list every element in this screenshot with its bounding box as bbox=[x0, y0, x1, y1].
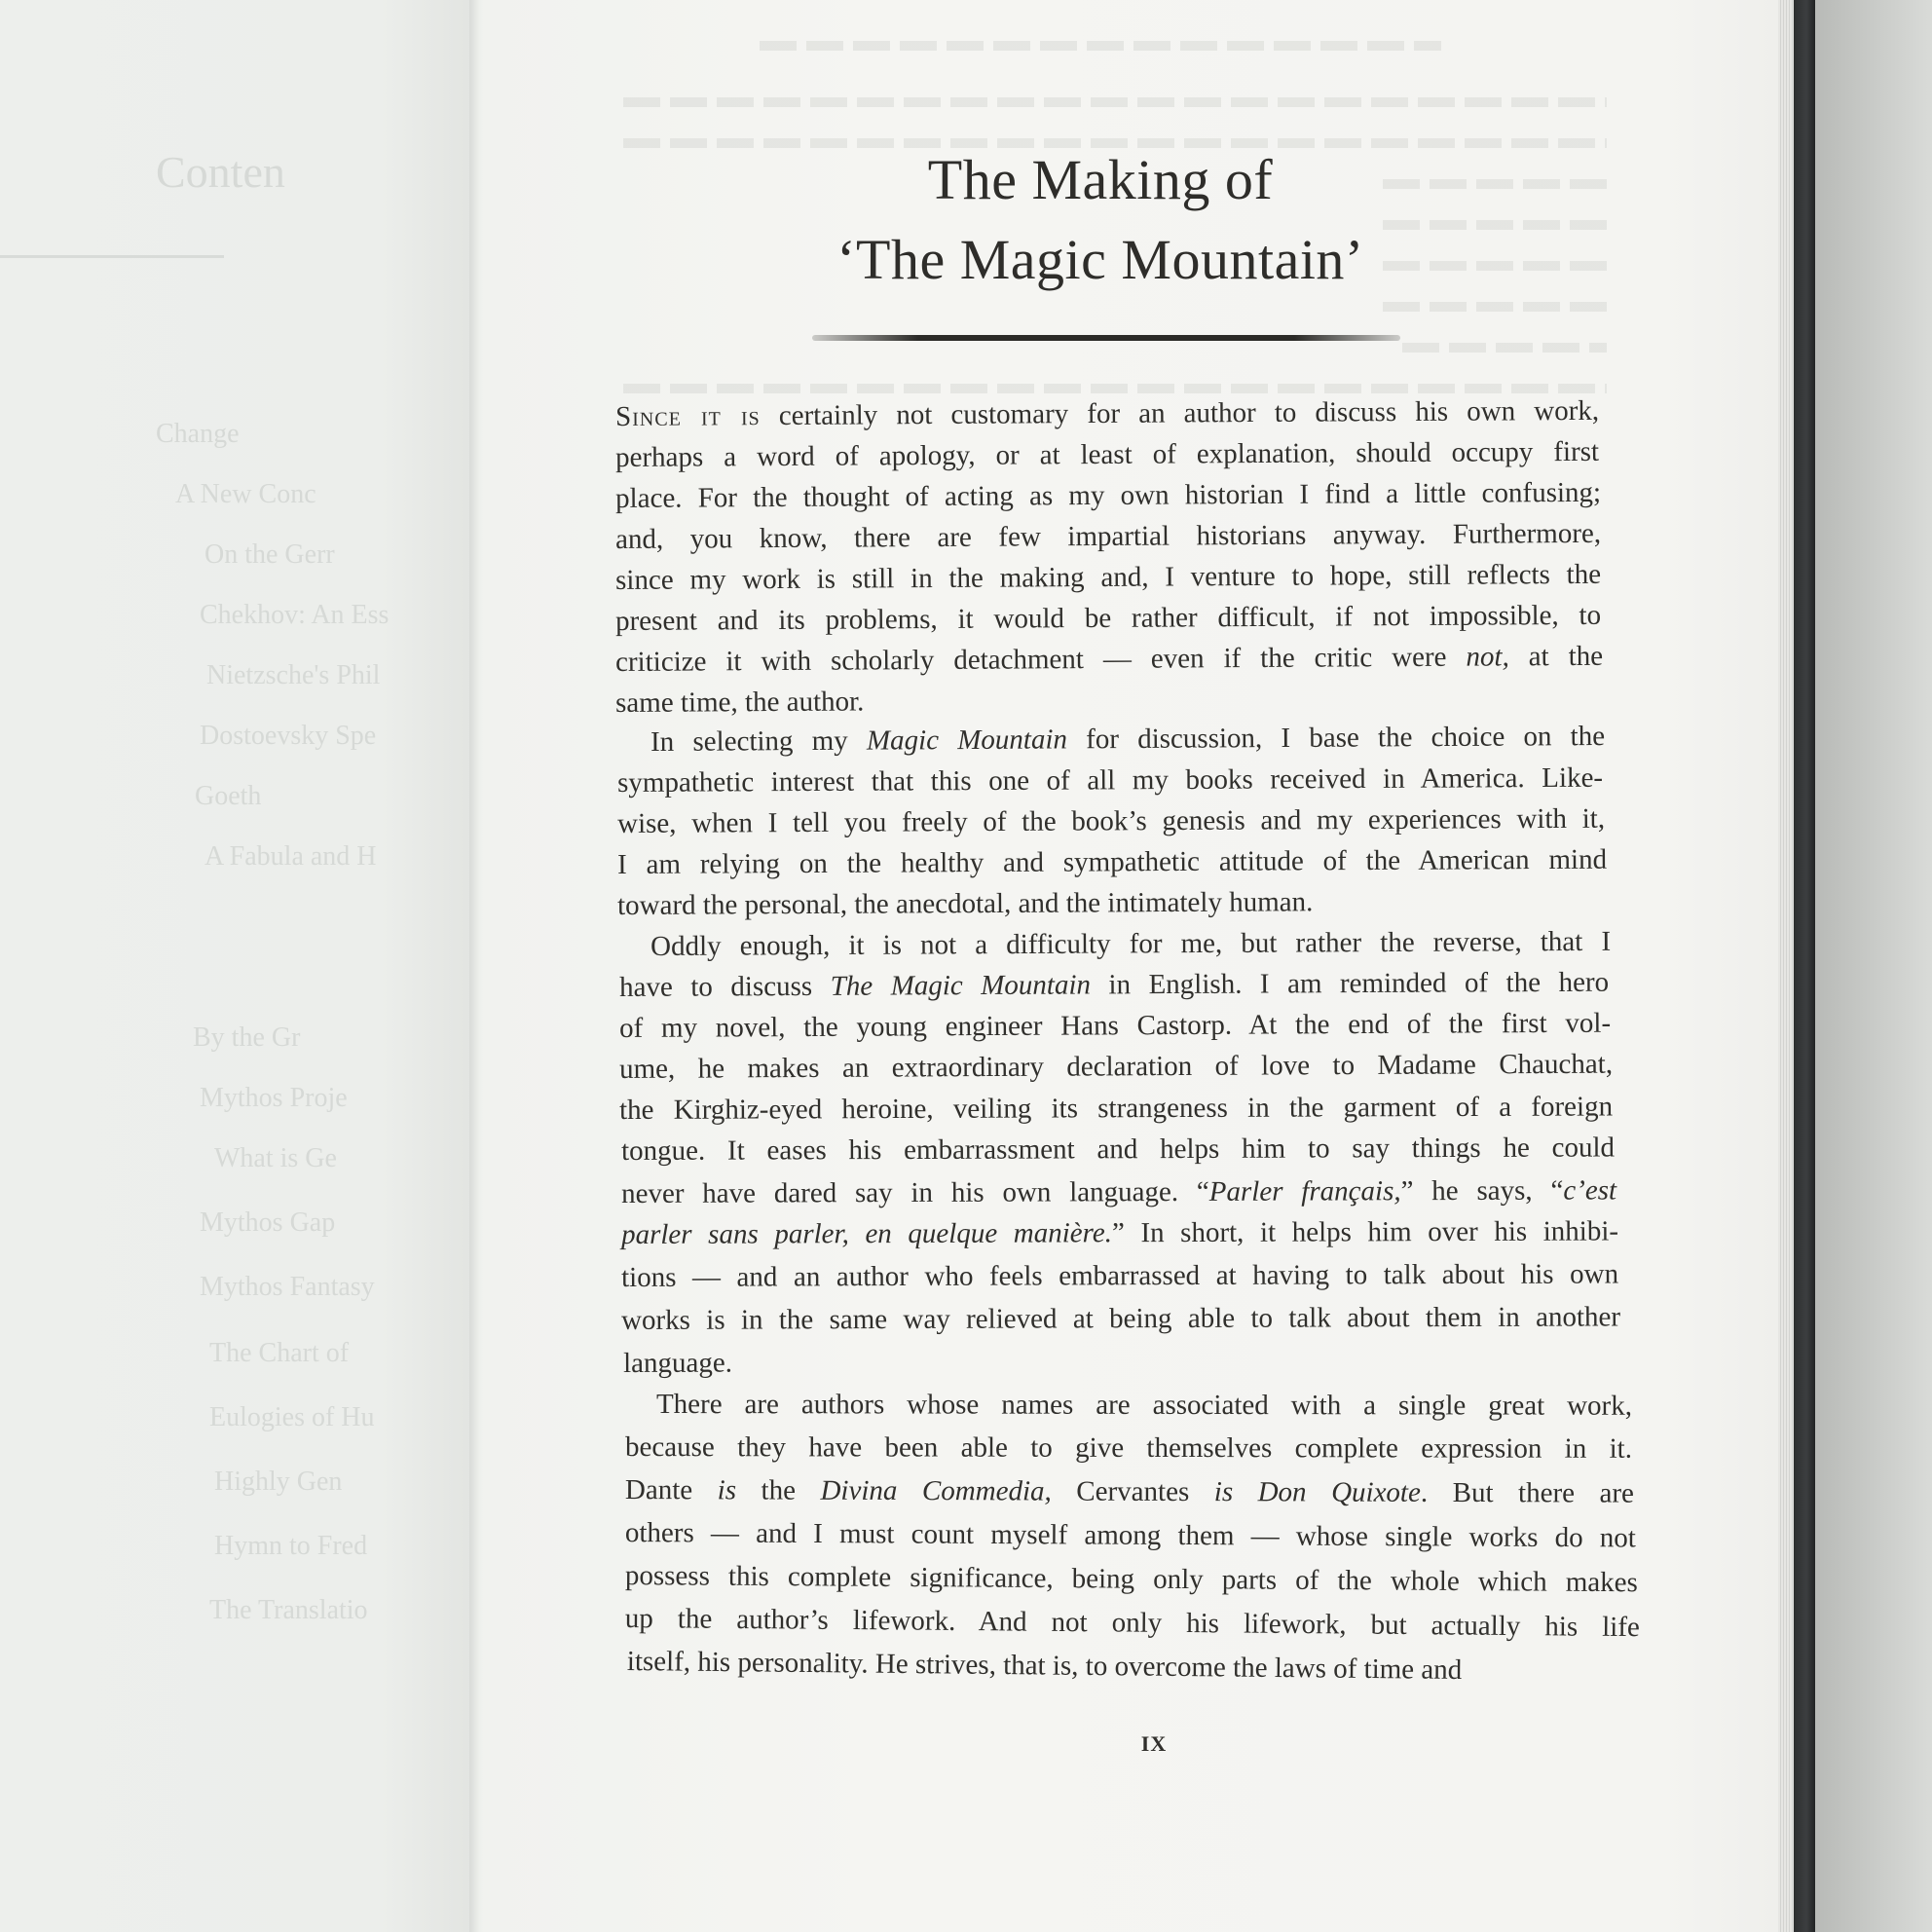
body-line-text: language. bbox=[622, 1347, 733, 1379]
body-line-text: ume, he makes an extraordinary declaration of love to Madame Chauchat, bbox=[618, 1048, 1614, 1085]
body-line-text: because they have been able to give themselves complete expression in it. bbox=[624, 1431, 1633, 1465]
body-line-text: the Kirghiz-eyed heroine, veiling its strangeness in the garment of a foreign bbox=[618, 1091, 1614, 1126]
left-toc-entry: Hymn to Fred bbox=[214, 1531, 368, 1561]
body-line-text: criticize it with scholarly detachment — even if the critic were not, at the bbox=[614, 640, 1604, 678]
body-line-text: I am relying on the healthy and sympathetic attitude of the American mind bbox=[616, 843, 1608, 880]
body-line-text: possess this complete significance, being only parts of the whole which makes bbox=[624, 1560, 1638, 1599]
left-toc-entry: Nietzsche's Phil bbox=[206, 660, 381, 690]
left-toc-entry: The Translatio bbox=[209, 1595, 368, 1625]
show-through-text bbox=[623, 97, 1607, 107]
body-line-text: wise, when I tell you freely of the book’s genesis and my experiences with it, bbox=[616, 802, 1606, 839]
body-line bbox=[621, 1217, 1618, 1249]
left-toc-entry: Dostoevsky Spe bbox=[200, 721, 377, 751]
left-toc-entry: Goeth bbox=[195, 781, 262, 811]
left-toc-entry: On the Gerr bbox=[204, 539, 335, 570]
body-line bbox=[615, 687, 908, 718]
show-through-text bbox=[760, 41, 1441, 51]
left-toc-entry: By the Gr bbox=[193, 1022, 301, 1053]
left-toc-entry: Mythos Gap bbox=[200, 1208, 336, 1238]
body-line-text: same time, the author. bbox=[614, 686, 865, 719]
opening-small-caps: Since it is bbox=[614, 400, 761, 432]
left-page bbox=[0, 0, 475, 1932]
show-through-text bbox=[623, 384, 1607, 393]
body-line-text: have to discuss The Magic Mountain in English. I am reminded of the hero bbox=[618, 966, 1610, 1003]
page-number: IX bbox=[1140, 1731, 1168, 1756]
body-line-text: present and its problems, it would be rather difficult, if not impossible, to bbox=[614, 599, 1602, 637]
body-line bbox=[618, 1048, 1614, 1085]
body-line-text: never have dared say in his own language. “Parler français,” he says, “c’est bbox=[620, 1174, 1617, 1209]
body-line bbox=[614, 599, 1602, 637]
body-line-text: tongue. It eases his embarrassment and helps him to say things he could bbox=[620, 1132, 1616, 1167]
left-toc-entry: Chekhov: An Ess bbox=[200, 600, 390, 630]
body-line-text: place. For the thought of acting as my own historian I find a little confusing; bbox=[614, 476, 1602, 514]
left-page-heading: Conten bbox=[156, 147, 285, 197]
body-line-text: others — and I must count myself among them — whose single works do not bbox=[624, 1517, 1636, 1554]
body-line-text: toward the personal, the anecdotal, and the intimately human. bbox=[616, 886, 1314, 921]
show-through-text bbox=[1383, 302, 1607, 312]
body-line-text: since my work is still in the making and, I venture to hope, still reflects the bbox=[614, 558, 1602, 596]
body-line bbox=[614, 476, 1602, 514]
left-toc-entry: Eulogies of Hu bbox=[209, 1402, 375, 1432]
body-line bbox=[616, 802, 1606, 839]
body-line bbox=[614, 558, 1602, 596]
body-line bbox=[621, 1133, 1615, 1166]
show-through-text bbox=[1402, 343, 1607, 353]
chapter-title-line-1: The Making of bbox=[927, 148, 1274, 211]
show-through-text bbox=[623, 138, 1607, 148]
body-line bbox=[618, 966, 1610, 1003]
body-line-text: of my novel, the young engineer Hans Castorp. At the end of the first vol- bbox=[618, 1007, 1612, 1044]
body-line-text: up the author’s lifework. And not only his lifework, but actually his life bbox=[624, 1603, 1640, 1644]
title-rule bbox=[812, 335, 1400, 341]
show-through-text bbox=[1383, 220, 1607, 230]
body-line-text: In selecting my Magic Mountain for discussion, I base the choice on the bbox=[650, 721, 1606, 758]
book-cover-edge bbox=[1794, 0, 1815, 1932]
page-stack-edge bbox=[1778, 0, 1794, 1932]
body-line-text: perhaps a word of apology, or at least of explanation, should occupy first bbox=[614, 435, 1600, 473]
cover-shadow bbox=[1815, 0, 1932, 1932]
body-line bbox=[621, 1260, 1618, 1292]
body-line bbox=[614, 517, 1602, 555]
body-line-text: Dante is the Divina Commedia, Cervantes is Don Quixote. But there are bbox=[624, 1474, 1634, 1509]
body-line-text: sympathetic interest that this one of all my books received in America. Like- bbox=[616, 762, 1604, 799]
left-toc-entry: A Fabula and H bbox=[204, 841, 377, 872]
left-toc-entry: The Chart of bbox=[209, 1338, 350, 1368]
left-toc-entry: Change bbox=[156, 419, 240, 449]
body-line-text: certainly not customary for an author to discuss his own work, bbox=[760, 394, 1600, 432]
body-line-text: itself, his personality. He strives, that is, to overcome the laws of time and bbox=[626, 1646, 1463, 1686]
left-toc-entry: Mythos Fantasy bbox=[200, 1272, 375, 1302]
body-line bbox=[625, 1433, 1632, 1464]
left-toc-entry: Mythos Proje bbox=[200, 1083, 348, 1113]
body-line bbox=[617, 764, 1603, 798]
body-line bbox=[614, 394, 1600, 432]
body-line bbox=[622, 1347, 752, 1379]
body-line bbox=[656, 1391, 1632, 1421]
body-line bbox=[618, 1007, 1612, 1044]
body-line bbox=[625, 1519, 1636, 1552]
body-line bbox=[650, 925, 1612, 962]
body-line bbox=[619, 1093, 1613, 1125]
body-line bbox=[650, 723, 1605, 757]
body-line-text: Oddly enough, it is not a difficulty for me, but rather the reverse, that I bbox=[650, 925, 1612, 962]
body-line bbox=[621, 1176, 1616, 1208]
left-toc-entry: What is Ge bbox=[214, 1143, 337, 1173]
body-line bbox=[617, 888, 1319, 920]
body-line bbox=[614, 640, 1604, 678]
body-line bbox=[625, 1476, 1634, 1508]
body-line-text: works is in the same way relieved at being able to talk about them in another bbox=[620, 1301, 1621, 1336]
body-line-text: tions — and an author who feels embarrassed at having to talk about his own bbox=[620, 1258, 1619, 1293]
body-line-text: and, you know, there are few impartial historians anyway. Furthermore, bbox=[614, 517, 1602, 555]
body-line-text: There are authors whose names are associated with a single great work, bbox=[655, 1389, 1633, 1422]
body-line bbox=[616, 843, 1608, 880]
left-toc-entry: A New Conc bbox=[175, 479, 316, 509]
left-page-rule bbox=[0, 255, 224, 258]
chapter-title-line-2: ‘The Magic Mountain’ bbox=[836, 228, 1364, 291]
body-line bbox=[621, 1303, 1620, 1335]
body-line bbox=[614, 435, 1600, 473]
left-toc-entry: Highly Gen bbox=[214, 1467, 343, 1497]
body-line bbox=[625, 1562, 1638, 1597]
body-line-text: parler sans parler, en quelque manière.” In short, it helps him over his inhibi- bbox=[620, 1215, 1619, 1250]
